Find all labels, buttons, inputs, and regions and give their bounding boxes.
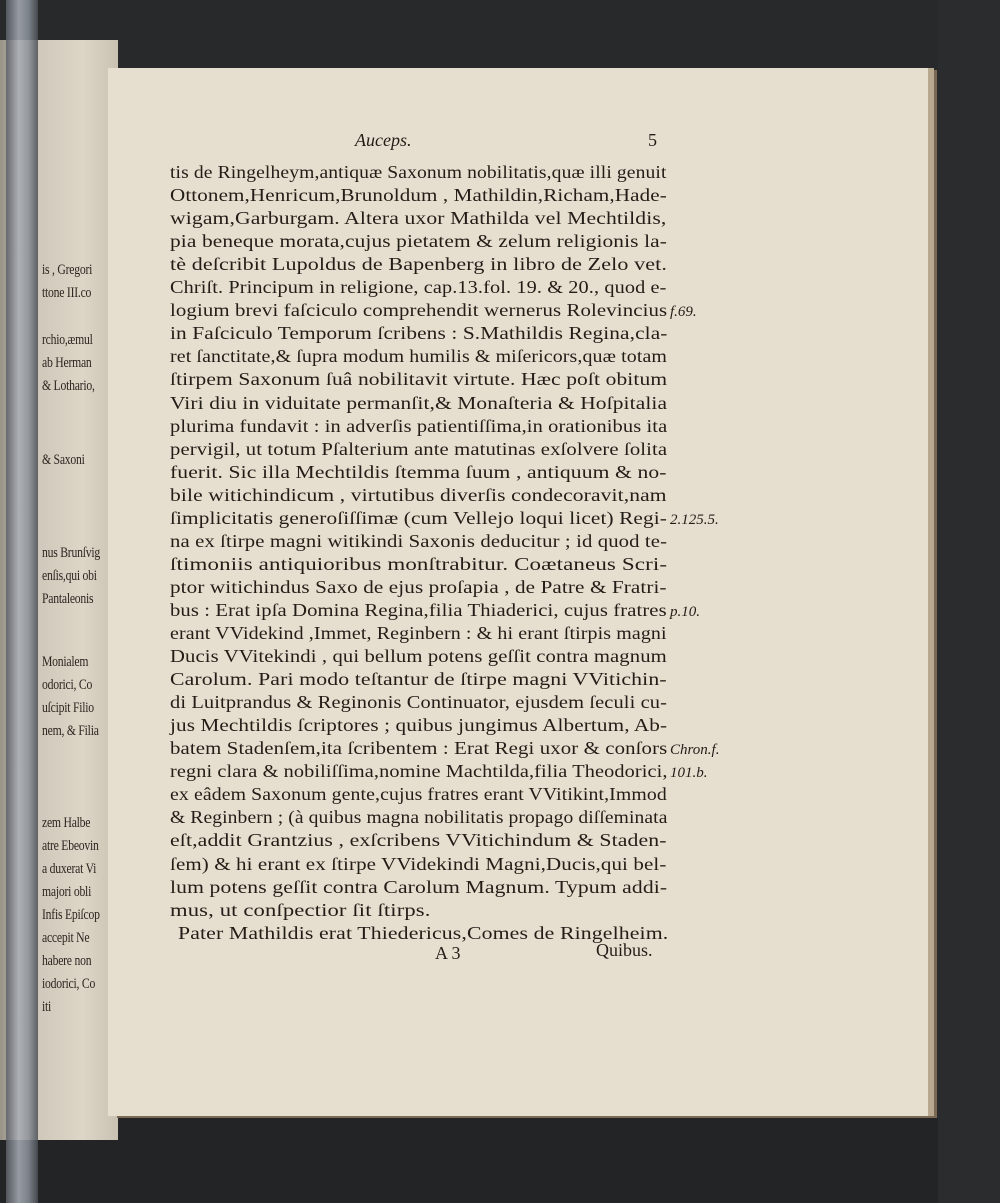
margin-note: f.69. (670, 304, 697, 321)
left-page-fragment: rchio,æmul (42, 332, 93, 348)
left-page-fragment: zem Halbe (42, 815, 91, 831)
text-line: ſimplicitatis generoſiſſimæ (cum Vellejo loqui licet) Regi- (170, 507, 667, 528)
left-page-fragment: a duxerat Vi (42, 861, 97, 877)
left-page-fragment: & Saxoni (42, 452, 85, 468)
text-line: ſtimoniis antiquioribus monſtrabitur. Coætaneus Scri- (170, 553, 668, 574)
left-page-fragment: habere non (42, 953, 92, 969)
margin-note: 2.125.5. (670, 511, 719, 528)
left-page-fragment: Infis Epiſcop (42, 907, 100, 923)
text-line: logium brevi faſciculo comprehendit wernerus Rolevincius (170, 300, 668, 321)
left-page-fragment: ttone III.co (42, 285, 92, 301)
left-page-fragment: nem, & Filia (42, 723, 99, 739)
margin-note: Chron.f. (670, 742, 720, 759)
text-line: Ducis VVitekindi , qui bellum potens geſſit contra magnum (170, 646, 667, 667)
text-line: tè deſcribit Lupoldus de Bapenberg in libro de Zelo vet. (170, 254, 668, 275)
text-line: di Luitprandus & Reginonis Continuator, ejusdem ſeculi cu- (170, 692, 668, 713)
running-head: Auceps. (355, 130, 412, 150)
scan-background-right (938, 0, 1000, 1203)
text-line: tis de Ringelheym,antiquæ Saxonum nobilitatis,quæ illi genuit (170, 162, 667, 182)
text-line: ret ſanctitate,& ſupra modum humilis & miſericors,quæ totam (170, 346, 667, 367)
left-page-fragment: enſis,qui obi (42, 568, 97, 584)
left-page-fragment: majori obli (42, 884, 92, 900)
text-line: ſtirpem Saxonum ſuâ nobilitavit virtute. Hæc poſt obitum (170, 369, 668, 390)
text-line: ſem) & hi erant ex ſtirpe VVidekindi Magni,Ducis,qui bel- (170, 853, 667, 874)
margin-note: p.10. (670, 603, 700, 620)
page-number: 5 (648, 130, 657, 150)
text-line: Pater Mathildis erat Thiedericus,Comes de Ringelheim. (178, 922, 669, 943)
left-page-fragment: is , Gregori (42, 262, 93, 278)
text-line: mus, ut conſpectior ſit ſtirps. (170, 899, 431, 920)
scan-background-bottom (0, 1118, 1000, 1203)
text-line: eſt,addit Grantzius , exſcribens VVitichindum & Staden- (170, 830, 667, 851)
left-page-fragment: Monialem (42, 654, 89, 670)
text-line: jus Mechtildis ſcriptores ; quibus jungimus Albertum, Ab- (170, 715, 668, 736)
left-page-fragment: iodorici, Co (42, 976, 96, 992)
text-line: ptor witichindus Saxo de ejus proſapia , de Patre & Fratri- (170, 576, 667, 597)
text-line: Chriſt. Principum in religione, cap.13.fol. 19. & 20., quod e- (170, 277, 667, 298)
left-page-fragment: accepit Ne (42, 930, 90, 946)
left-page-fragment: odorici, Co (42, 677, 93, 693)
left-page-fragment: ab Herman (42, 355, 92, 371)
text-line: na ex ſtirpe magni witikindi Saxonis deducitur ; id quod te- (170, 530, 668, 551)
text-line: bile witichindicum , virtutibus diverſis condecoravit,nam (170, 484, 667, 505)
text-line: Viri diu in viduitate permanſit,& Monaſteria & Hoſpitalia (170, 392, 668, 413)
margin-note: 101.b. (670, 765, 708, 782)
text-line: pia beneque morata,cujus pietatem & zelum religionis la- (170, 231, 667, 252)
left-page-fragment: uſcipit Filio (42, 700, 94, 716)
text-line: lum potens geſſit contra Carolum Magnum. Typum addi- (170, 876, 668, 897)
text-line: in Faſciculo Temporum ſcribens : S.Mathildis Regina,cla- (170, 323, 668, 344)
left-page-fragment: Pantaleonis (42, 591, 94, 607)
left-page-fragment: iti (42, 999, 52, 1015)
text-line: Carolum. Pari modo teſtantur de ſtirpe magni VVitichin- (170, 669, 667, 690)
scan-background-top (0, 0, 1000, 70)
text-line: & Reginbern ; (à quibus magna nobilitatis propago diſſeminata (170, 807, 668, 828)
text-line: ex eâdem Saxonum gente,cujus fratres erant VVitikint,Immod (170, 784, 667, 805)
left-page-fragment: nus Brunſvig (42, 545, 100, 561)
text-line: plurima fundavit : in adverſis patientiſſima,in orationibus ita (170, 415, 668, 436)
text-line: bus : Erat ipſa Domina Regina,filia Thiaderici, cujus fratres (170, 599, 667, 620)
text-line: batem Stadenſem,ita ſcribentem : Erat Regi uxor & conſors (170, 738, 668, 759)
text-line: regni clara & nobiliſſima,nomine Machtilda,filia Theodorici, (170, 761, 668, 782)
text-line: fuerit. Sic illa Mechtildis ſtemma ſuum , antiquum & no- (170, 461, 667, 482)
signature-mark: A 3 (435, 943, 461, 963)
catchword: Quibus. (596, 940, 653, 960)
text-line: Ottonem,Henricum,Brunoldum , Mathildin,Richam,Hade- (170, 185, 667, 206)
text-line: wigam,Garburgam. Altera uxor Mathilda vel Mechtildis, (170, 208, 667, 229)
text-line: erant VVidekind ,Immet, Reginbern : & hi erant ſtirpis magni (170, 623, 667, 643)
text-line: pervigil, ut totum Pſalterium ante matutinas exſolvere ſolita (170, 438, 668, 459)
book-binding-edge (6, 0, 38, 1203)
left-page-fragment: atre Ebeovin (42, 838, 99, 854)
left-page-fragment: & Lothario, (42, 378, 95, 394)
